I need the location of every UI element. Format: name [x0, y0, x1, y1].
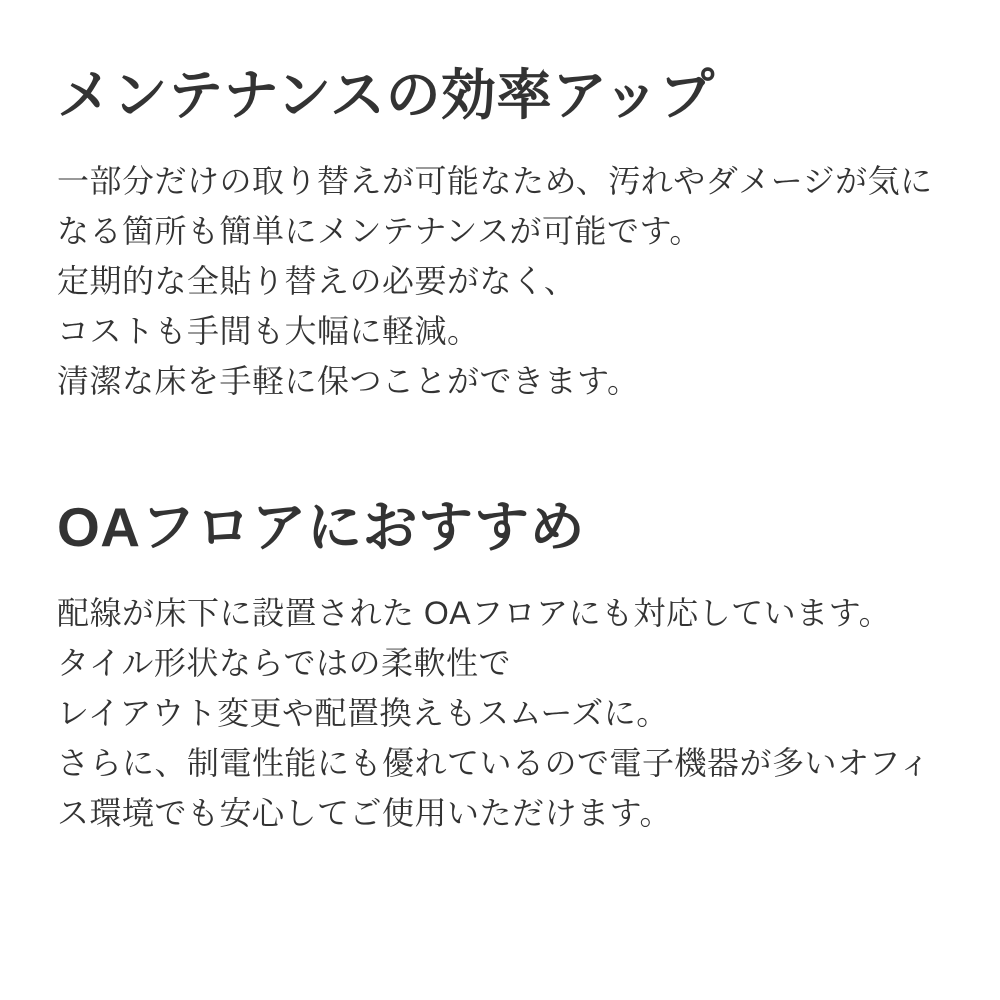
section-maintenance — [57, 62, 960, 406]
section-oa-floor — [57, 494, 960, 838]
body-text-line: タイル形状ならではの柔軟性で — [57, 645, 512, 681]
section-body-maintenance — [57, 156, 960, 406]
body-text-line: ス環境でも安心してご使用いただけます。 — [57, 795, 672, 831]
body-text-line: さらに、制電性能にも優れているので電子機器が多いオフィ — [57, 745, 931, 781]
body-text-line: 一部分だけの取り替えが可能なため、汚れやダメージが気に — [57, 163, 933, 199]
section-body-oa-floor — [57, 588, 960, 838]
body-text-line: レイアウト変更や配置換えもスムーズに。 — [57, 695, 669, 731]
section-heading-oa-floor: OAフロアにおすすめ — [57, 496, 586, 558]
section-heading-maintenance: メンテナンスの効率アップ — [57, 64, 715, 126]
body-text-line: なる箇所も簡単にメンテナンスが可能です。 — [57, 213, 702, 249]
body-text-line: 配線が床下に設置された OAフロアにも対応しています。 — [57, 595, 892, 631]
body-text-line: コストも手間も大幅に軽減。 — [57, 313, 480, 349]
body-text-line: 清潔な床を手軽に保つことができます。 — [57, 363, 640, 399]
body-text-line: 定期的な全貼り替えの必要がなく、 — [57, 263, 577, 299]
